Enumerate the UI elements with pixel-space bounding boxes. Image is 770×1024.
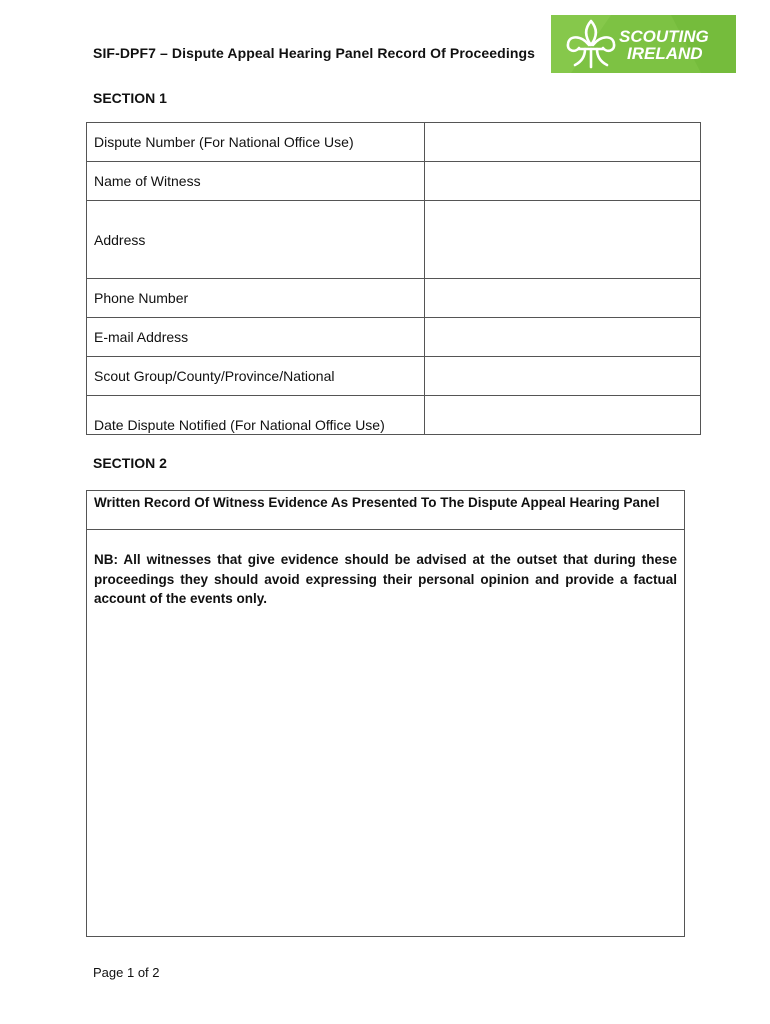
- row-label-witness-name: Name of Witness: [87, 162, 425, 201]
- evidence-text-area[interactable]: [87, 609, 684, 929]
- table-row: [87, 279, 701, 318]
- page-number: Page 1 of 2: [93, 965, 160, 980]
- section1-heading: SECTION 1: [93, 90, 167, 106]
- witness-evidence-box: [86, 490, 685, 937]
- row-label-address: Address: [87, 201, 425, 279]
- address-field[interactable]: [425, 201, 701, 279]
- section2-heading: SECTION 2: [93, 455, 167, 471]
- table-row: [87, 396, 701, 435]
- witness-name-field[interactable]: [425, 162, 701, 201]
- table-row: [87, 162, 701, 201]
- email-field[interactable]: [425, 318, 701, 357]
- evidence-box-title: Written Record Of Witness Evidence As Presented To The Dispute Appeal Hearing Panel: [87, 491, 684, 530]
- scouting-ireland-logo: [551, 15, 736, 73]
- logo-line2: IRELAND: [627, 44, 703, 63]
- row-label-date-notified: Date Dispute Notified (For National Office Use): [87, 396, 425, 435]
- evidence-instructions-note: NB: All witnesses that give evidence should be advised at the outset that during these proceedings they should avoid expressing their personal opinion and provide a factual account of the events only.: [94, 552, 677, 606]
- table-row: [87, 357, 701, 396]
- dispute-number-field[interactable]: [425, 123, 701, 162]
- phone-number-field[interactable]: [425, 279, 701, 318]
- row-label-email: E-mail Address: [87, 318, 425, 357]
- witness-details-table: [86, 122, 701, 435]
- document-title: SIF-DPF7 – Dispute Appeal Hearing Panel Record Of Proceedings: [93, 45, 536, 61]
- row-label-scout-group: Scout Group/County/Province/National: [87, 357, 425, 396]
- row-label-dispute-number: Dispute Number (For National Office Use): [87, 123, 425, 162]
- date-notified-field[interactable]: [425, 396, 701, 435]
- scout-group-field[interactable]: [425, 357, 701, 396]
- table-row: [87, 318, 701, 357]
- table-row: [87, 123, 701, 162]
- logo-line1: SCOUTING: [619, 27, 709, 46]
- table-row: [87, 201, 701, 279]
- row-label-phone-number: Phone Number: [87, 279, 425, 318]
